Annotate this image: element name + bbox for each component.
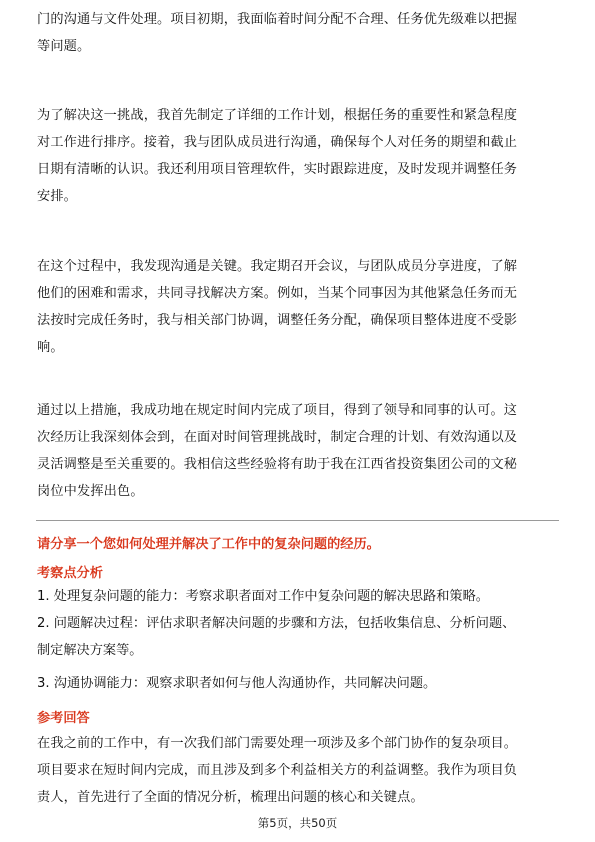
text-line: 次经历让我深刻体会到，在面对时间管理挑战时，制定合理的计划、有效沟通以及 <box>37 430 518 445</box>
text-line: 2. 问题解决过程：评估求职者解决问题的步骤和方法，包括收集信息、分析问题、 <box>37 616 516 631</box>
analysis-item <box>37 583 559 610</box>
answer-heading: 参考回答 <box>37 711 90 726</box>
analysis-item <box>37 610 559 664</box>
section-divider <box>36 520 559 521</box>
text-line: 法按时完成任务时，我与相关部门协调，调整任务分配，确保项目整体进度不受影 <box>37 313 518 328</box>
text-line: 等问题。 <box>37 39 91 54</box>
text-line: 3. 沟通协调能力：观察求职者如何与他人沟通协作，共同解决问题。 <box>37 676 437 691</box>
text-line: 为了解决这一挑战，我首先制定了详细的工作计划，根据任务的重要性和紧急程度 <box>37 108 518 123</box>
analysis-item <box>37 670 559 697</box>
text-line: 安排。 <box>37 189 78 204</box>
answer-paragraph <box>37 730 559 811</box>
interview-question: 请分享一个您如何处理并解决了工作中的复杂问题的经历。 <box>37 537 380 552</box>
text-line: 他们的困难和需求，共同寻找解决方案。例如，当某个同事因为其他紧急任务而无 <box>37 286 518 301</box>
text-line: 灵活调整是至关重要的。我相信这些经验将有助于我在江西省投资集团公司的文秘 <box>37 457 518 472</box>
page-number: 第5页，共50页 <box>257 816 338 830</box>
text-line: 制定解决方案等。 <box>37 643 143 658</box>
text-line: 在我之前的工作中，有一次我们部门需要处理一项涉及多个部门协作的复杂项目。 <box>37 736 518 751</box>
text-line: 岗位中发挥出色。 <box>37 484 144 499</box>
text-line: 责人，首先进行了全面的情况分析，梳理出问题的核心和关键点。 <box>37 790 424 805</box>
body-paragraph <box>37 253 559 361</box>
text-line: 项目要求在短时间内完成，而且涉及到多个利益相关方的利益调整。我作为项目负 <box>37 763 518 778</box>
body-paragraph <box>37 6 559 60</box>
text-line: 1. 处理复杂问题的能力：考察求职者面对工作中复杂问题的解决思路和策略。 <box>37 589 489 604</box>
body-paragraph <box>37 102 559 210</box>
text-line: 通过以上措施，我成功地在规定时间内完成了项目，得到了领导和同事的认可。这 <box>37 403 518 418</box>
analysis-heading: 考察点分析 <box>37 566 103 581</box>
text-line: 响。 <box>37 340 64 355</box>
body-paragraph <box>37 397 559 505</box>
text-line: 日期有清晰的认识。我还利用项目管理软件，实时跟踪进度，及时发现并调整任务 <box>37 162 518 177</box>
text-line: 在这个过程中，我发现沟通是关键。我定期召开会议，与团队成员分享进度，了解 <box>37 259 518 274</box>
text-line: 对工作进行排序。接着，我与团队成员进行沟通，确保每个人对任务的期望和截止 <box>37 135 518 150</box>
text-line: 门的沟通与文件处理。项目初期，我面临着时间分配不合理、任务优先级难以把握 <box>37 12 518 27</box>
